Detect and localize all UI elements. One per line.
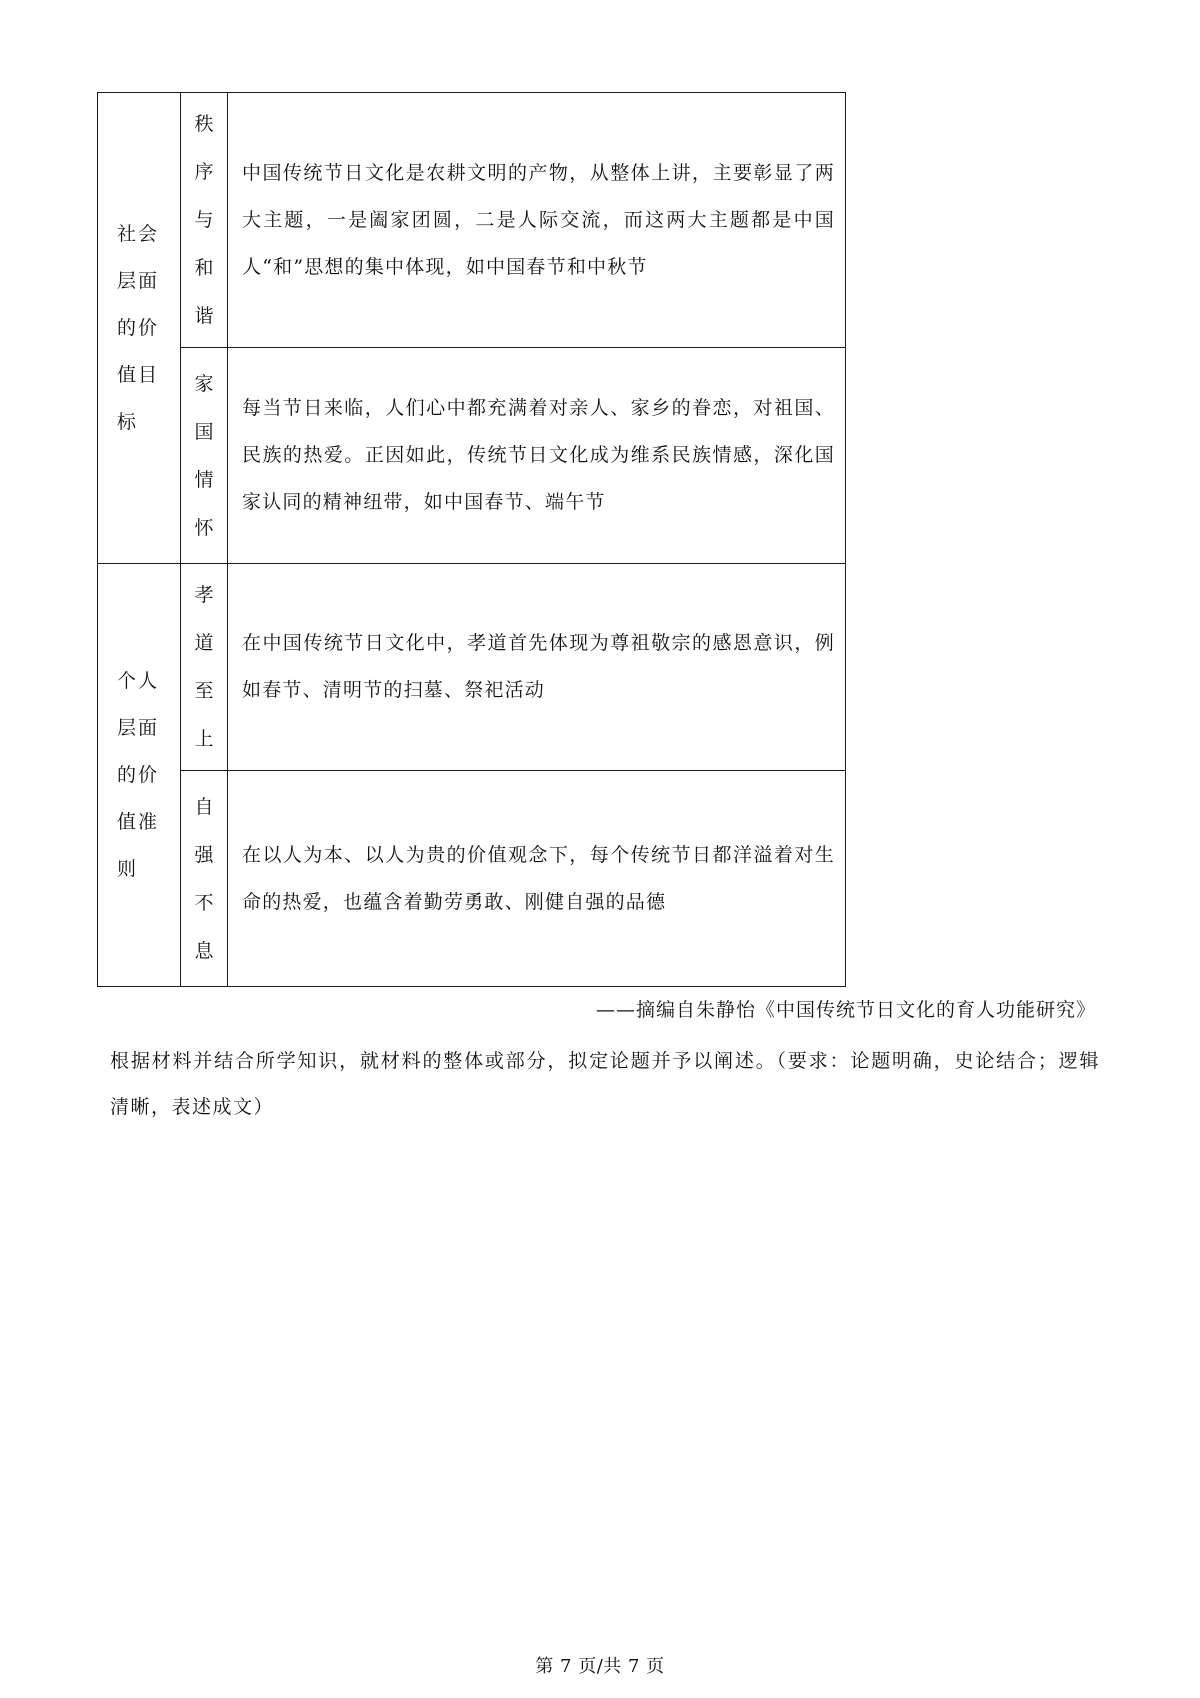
- question-text: 根据材料并结合所学知识，就材料的整体或部分，拟定论题并予以阐述。（要求：论题明确，史论结合；逻辑清晰，表述成文）: [110, 1050, 1100, 1118]
- description-text: 在中国传统节日文化中，孝道首先体现为尊祖敬宗的感恩意识，例如春节、清明节的扫墓、祭祀活动: [242, 632, 835, 701]
- value-label: 秩序与和谐: [194, 113, 214, 327]
- description-cell: [228, 771, 846, 987]
- description-text: 在以人为本、以人为贵的价值观念下，每个传统节日都洋溢着对生命的热爱，也蕴含着勤劳勇敢、刚健自强的品德: [242, 843, 835, 913]
- level-cell-personal: [98, 564, 181, 987]
- description-text: 每当节日来临，人们心中都充满着对亲人、家乡的眷恋，对祖国、民族的热爱。正因如此，传统节日文化成为维系民族情感，深化国家认同的精神纽带，如中国春节、端午节: [242, 397, 835, 513]
- table-row: [98, 771, 846, 987]
- value-cell: [181, 348, 228, 564]
- value-cell: [181, 93, 228, 348]
- source-citation: ——摘编自朱静怡《中国传统节日文化的育人功能研究》: [595, 999, 1096, 1021]
- table-row: [98, 93, 846, 348]
- page-footer: 第 7 页/共 7 页: [535, 1656, 665, 1677]
- value-cell: [181, 771, 228, 987]
- description-cell: [228, 564, 846, 771]
- description-text: 中国传统节日文化是农耕文明的产物，从整体上讲，主要彰显了两大主题，一是阖家团圆，二是人际交流，而这两大主题都是中国人“和”思想的集中体现，如中国春节和中秋节: [242, 161, 835, 278]
- table-row: [98, 564, 846, 771]
- value-cell: [181, 564, 228, 771]
- description-cell: [228, 93, 846, 348]
- level-label: 个人层面的价值准则: [117, 669, 160, 880]
- description-cell: [228, 348, 846, 564]
- table-row: [98, 348, 846, 564]
- value-label: 孝道至上: [194, 584, 214, 750]
- level-cell-social: [98, 93, 181, 564]
- values-table: [97, 92, 846, 987]
- level-label: 社会层面的价值目标: [117, 222, 160, 433]
- value-label: 自强不息: [194, 795, 214, 962]
- value-label: 家国情怀: [194, 372, 214, 539]
